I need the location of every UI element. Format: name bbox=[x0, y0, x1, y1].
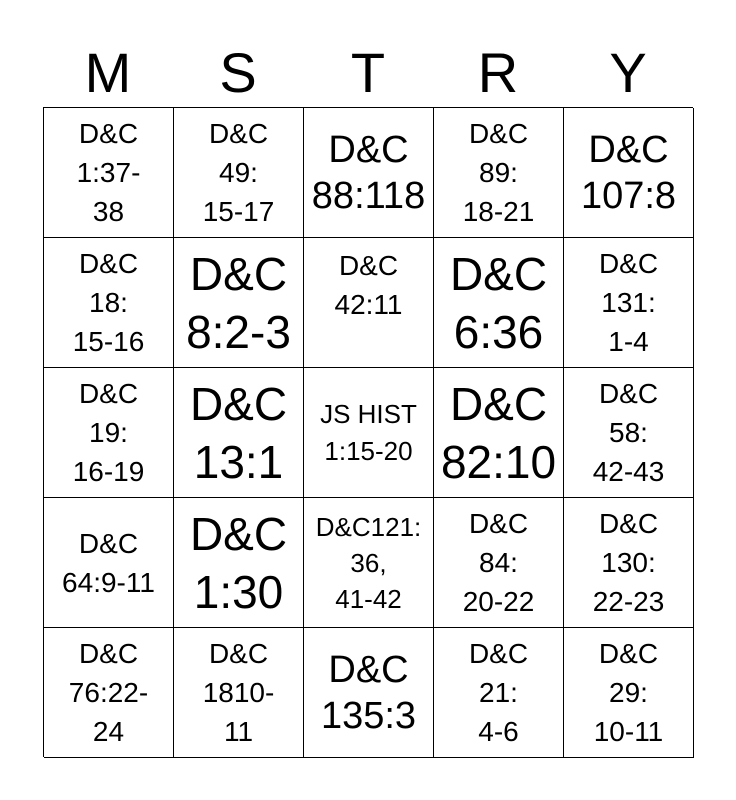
cell-text: D&C 29: 10-11 bbox=[593, 638, 664, 747]
cell-text: D&C 8:2-3 bbox=[186, 247, 291, 358]
bingo-cell[interactable] bbox=[434, 498, 564, 628]
cell-text: JS HIST 1:15-20 bbox=[320, 398, 417, 466]
cell-text: D&C 18: 15-16 bbox=[72, 248, 145, 357]
bingo-cell[interactable] bbox=[564, 498, 694, 628]
bingo-cell[interactable] bbox=[434, 238, 564, 368]
cell-text: D&C 19: 16-19 bbox=[72, 378, 145, 487]
cell-text: D&C 49: 15-17 bbox=[202, 118, 275, 227]
cell-text: D&C 82:10 bbox=[440, 377, 557, 488]
bingo-cell[interactable] bbox=[434, 368, 564, 498]
bingo-cell[interactable] bbox=[44, 238, 174, 368]
header-letter-r: R bbox=[477, 41, 519, 104]
header-letter-s: S bbox=[219, 41, 257, 104]
bingo-cell[interactable] bbox=[564, 108, 694, 238]
bingo-cell[interactable] bbox=[564, 368, 694, 498]
bingo-cell[interactable] bbox=[564, 628, 694, 758]
bingo-cell[interactable] bbox=[304, 498, 434, 628]
cell-text: D&C 88:118 bbox=[311, 128, 426, 217]
cell-text: D&C 58: 42-43 bbox=[592, 378, 665, 487]
bingo-cell[interactable] bbox=[174, 368, 304, 498]
cell-text: D&C 107:8 bbox=[580, 128, 677, 217]
bingo-cell[interactable] bbox=[304, 238, 434, 368]
cell-text: D&C 135:3 bbox=[320, 648, 417, 737]
bingo-cell[interactable] bbox=[434, 108, 564, 238]
cell-text: D&C 76:22- 24 bbox=[68, 638, 149, 747]
bingo-cell[interactable] bbox=[304, 368, 434, 498]
header-letter-m: M bbox=[84, 41, 132, 104]
cell-text: D&C121: 36, 41-42 bbox=[315, 511, 422, 614]
bingo-header bbox=[43, 38, 693, 108]
bingo-cell[interactable] bbox=[174, 498, 304, 628]
cell-text: D&C 1810- 11 bbox=[202, 638, 275, 747]
header-letter-y: Y bbox=[609, 41, 647, 104]
cell-text: D&C 1:37- 38 bbox=[76, 118, 141, 227]
cell-text: D&C 6:36 bbox=[449, 247, 548, 358]
cell-text: D&C 1:30 bbox=[189, 507, 288, 618]
bingo-cell[interactable] bbox=[304, 628, 434, 758]
bingo-cell[interactable] bbox=[44, 628, 174, 758]
bingo-cell[interactable] bbox=[564, 238, 694, 368]
bingo-grid bbox=[43, 107, 693, 757]
bingo-cell[interactable] bbox=[44, 498, 174, 628]
bingo-cell[interactable] bbox=[174, 108, 304, 238]
cell-text: D&C 13:1 bbox=[189, 377, 288, 488]
cell-text: D&C 89: 18-21 bbox=[462, 118, 535, 227]
cell-text: D&C 42:11 bbox=[334, 250, 403, 320]
bingo-cell[interactable] bbox=[44, 368, 174, 498]
bingo-cell[interactable] bbox=[434, 628, 564, 758]
bingo-cell[interactable] bbox=[174, 238, 304, 368]
bingo-cell[interactable] bbox=[174, 628, 304, 758]
bingo-cell[interactable] bbox=[304, 108, 434, 238]
cell-text: D&C 64:9-11 bbox=[62, 527, 155, 598]
cell-text: D&C 130: 22-23 bbox=[592, 508, 665, 617]
bingo-cell[interactable] bbox=[44, 108, 174, 238]
cell-text: D&C 84: 20-22 bbox=[462, 508, 535, 617]
cell-text: D&C 21: 4-6 bbox=[468, 638, 529, 747]
header-letter-t: T bbox=[350, 41, 386, 104]
cell-text: D&C 131: 1-4 bbox=[598, 248, 659, 357]
